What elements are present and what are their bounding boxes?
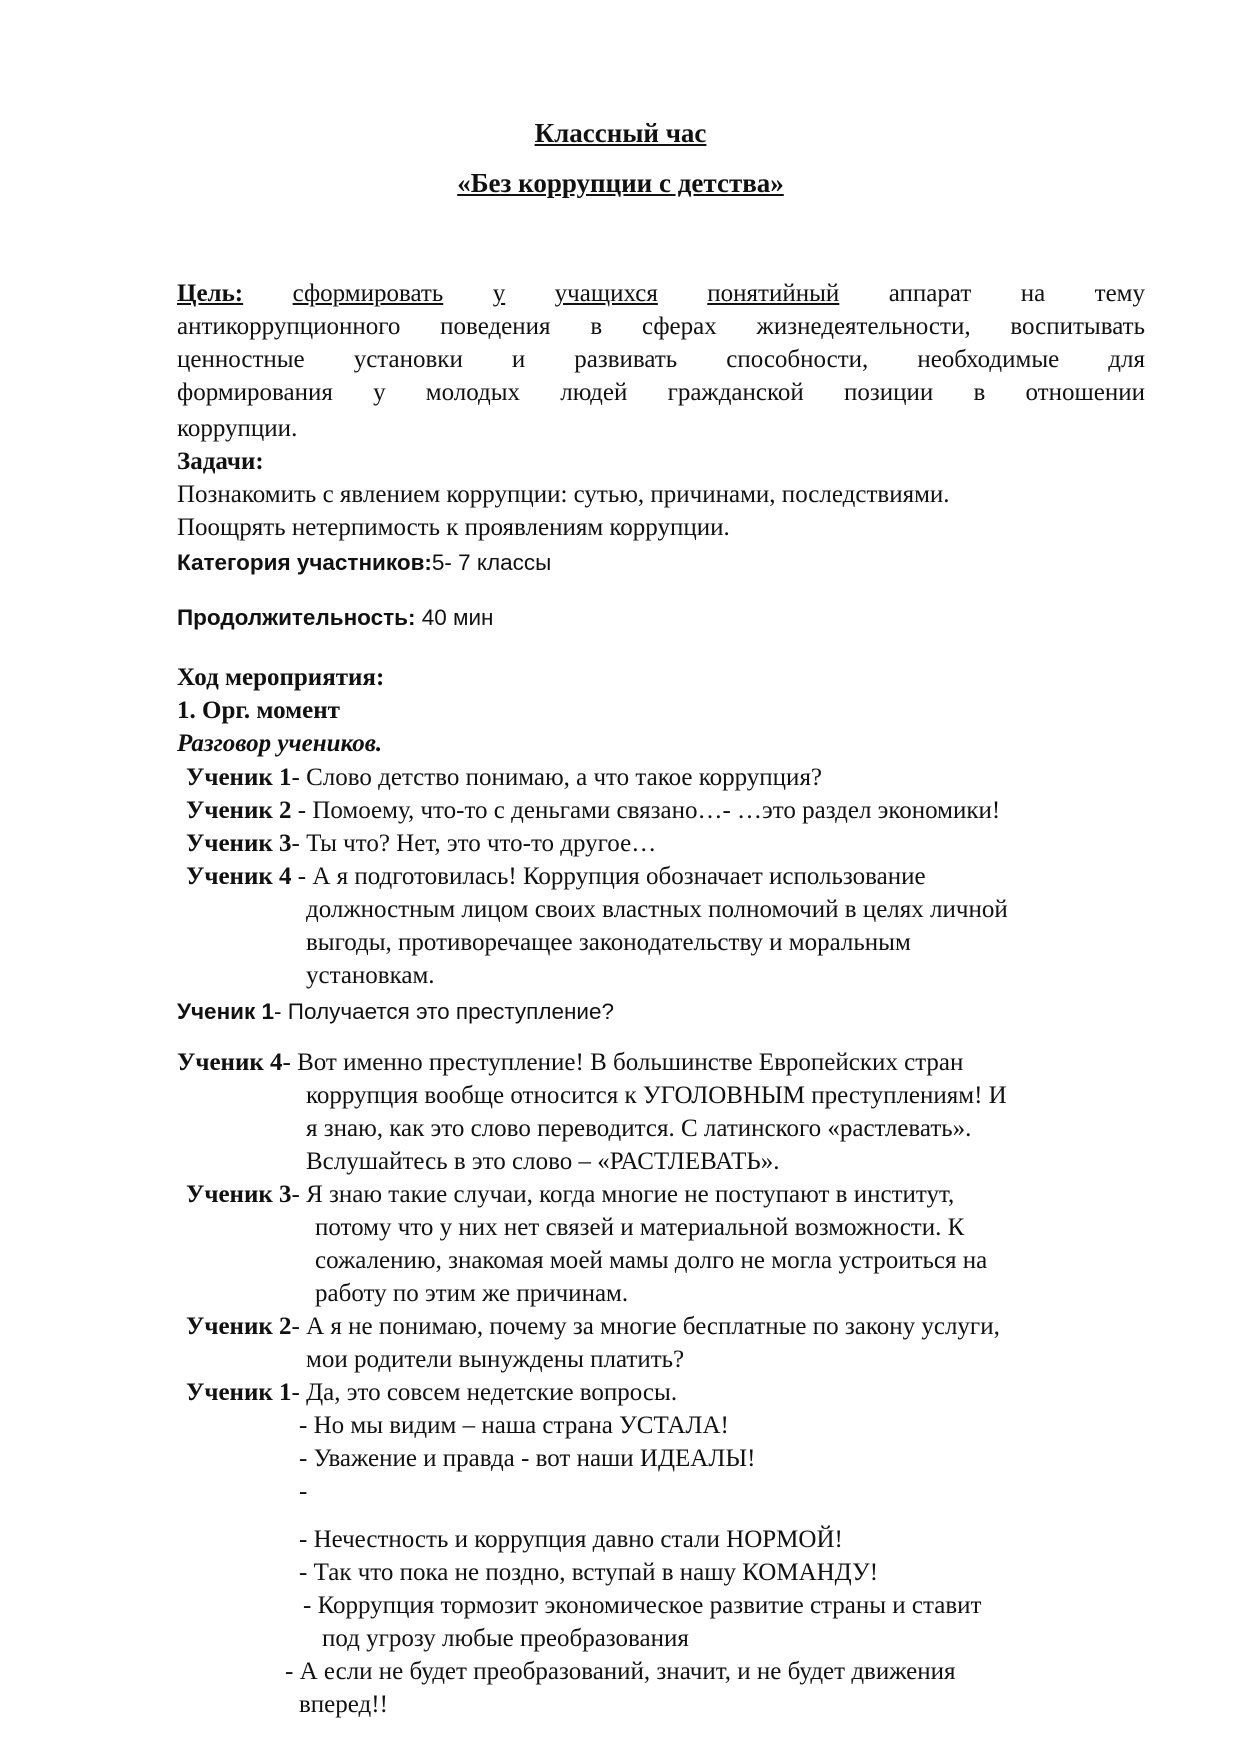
speaker-name: Ученик 1 [186,1379,292,1406]
slogan-line: - Коррупция тормозит экономическое развитие страны и ставит [303,1592,982,1619]
justified-word: в [973,379,986,406]
speaker-name: Ученик 2 [186,1313,292,1340]
justified-word: людей [560,379,628,406]
task-item: Познакомить с явлением коррупции: сутью, причинами, последствиями. [177,481,950,508]
justified-word: сферах [641,313,717,340]
speaker-name: Ученик 2 [186,797,292,824]
dialogue-continuation: должностным лицом своих властных полномочий в целях личной [306,896,1008,923]
goal-word: сформировать [292,280,444,307]
justified-word: развивать [574,346,678,373]
title-line-2: «Без коррупции с детства» [457,168,784,198]
goal-line-3-text [177,346,1145,374]
dialogue-line [186,860,926,893]
speaker-text: - А я подготовилась! Коррупция обозначает использование [291,863,926,890]
goal-label: Цель: [177,280,244,307]
duration-label: Продолжительность: [177,605,416,630]
justified-word: и [511,346,526,373]
justified-word: гражданской [667,379,804,406]
speaker-text: - Вот именно преступление! В большинстве Европейских стран [282,1049,964,1076]
justified-word: ценностные [177,346,305,373]
dialogue-continuation: сожалению, знакомая моей мамы долго не могла устроиться на [315,1247,988,1274]
justified-word: для [1108,346,1145,373]
dialogue-line [186,761,822,794]
dialogue-line [177,1046,963,1079]
dialogue-line [186,827,656,860]
dialogue-continuation: потому что у них нет связей и материальной возможности. К [315,1214,965,1241]
course-heading: Ход мероприятия: [177,664,385,691]
slogan-line: - Но мы видим – наша страна УСТАЛА! [299,1412,729,1439]
justified-word: у [373,379,386,406]
justified-word: воспитывать [1010,313,1145,340]
speaker-text: - Я знаю такие случаи, когда многие не поступают в институт, [291,1181,955,1208]
justified-word: позиции [843,379,934,406]
goal-word: тему [1094,280,1145,307]
justified-word: установки [353,346,463,373]
slogan-line: - А если не будет преобразований, значит, и не будет движения [285,1658,956,1685]
speaker-text: - Помоему, что-то с деньгами связано…- …это раздел экономики! [291,797,1001,824]
speaker-name: Ученик 4 [186,863,292,890]
dialogue-continuation: я знаю, как это слово переводится. С латинского «растлевать». [306,1115,972,1142]
speaker-name: Ученик 3 [186,830,292,857]
goal-word: у [492,280,506,307]
participants-line [177,546,551,579]
speaker-name: Ученик 1 [186,764,292,791]
slogan-line: - Нечестность и коррупция давно стали НОРМОЙ! [299,1526,843,1553]
dialogue-continuation: выгоды, противоречащее законодательству и моральным [306,929,911,956]
justified-word: формирования [177,379,333,406]
duration-value: 40 мин [415,605,494,630]
slogan-line: - [299,1478,308,1505]
speaker-text: - Получается это преступление? [274,999,615,1024]
section-heading: 1. Орг. момент [177,697,340,724]
speaker-text: - Слово детство понимаю, а что такое коррупция? [291,764,823,791]
dialogue-continuation: Вслушайтесь в это слово – «РАСТЛЕВАТЬ». [306,1148,780,1175]
justified-word: способности, [726,346,869,373]
goal-word: учащихся [554,280,658,307]
speaker-name: Ученик 1 [177,999,275,1024]
slogan-line: под угрозу любые преобразования [322,1625,689,1652]
justified-word: в [590,313,603,340]
dialogue-line [186,794,1000,827]
dialogue-continuation: работу по этим же причинам. [315,1280,629,1307]
goal-line-2 [177,313,1145,341]
justified-word: отношении [1025,379,1145,406]
justified-word: необходимые [917,346,1060,373]
speaker-text: - Ты что? Нет, это что-то другое… [291,830,657,857]
goal-line-4 [177,379,1145,407]
dialogue-line [186,1178,954,1211]
participants-value: 5- 7 классы [431,550,552,575]
justified-word: поведения [440,313,551,340]
goal-word: на [1020,280,1046,307]
goal-word: аппарат [888,280,972,307]
slogan-line: - Уважение и правда - вот наши ИДЕАЛЫ! [299,1445,756,1472]
tasks-label: Задачи: [177,448,264,475]
participants-label: Категория участников: [177,550,432,575]
task-item: Поощрять нетерпимость к проявлениям коррупции. [177,514,730,541]
speaker-name: Ученик 4 [177,1049,283,1076]
justified-word: жизнедеятельности, [756,313,971,340]
justified-word: антикоррупционного [177,313,401,340]
goal-line-2-text [177,313,1145,341]
goal-line-4-text [177,379,1145,407]
dialogue-continuation: коррупция вообще относится к УГОЛОВНЫМ преступлениям! И [306,1082,1007,1109]
dialogue-line [186,1310,1000,1343]
goal-word: понятийный [707,280,840,307]
goal-line-1 [177,280,1145,308]
speaker-text: - А я не понимаю, почему за многие бесплатные по закону услуги, [291,1313,1000,1340]
goal-line-3 [177,346,1145,374]
justified-word: молодых [425,379,521,406]
dialogue-continuation: установкам. [306,962,435,989]
conversation-heading: Разговор учеников. [177,730,383,757]
goal-line-5: коррупции. [177,415,298,442]
dialogue-line [186,1376,677,1409]
speaker-text: - Да, это совсем недетские вопросы. [291,1379,678,1406]
speaker-name: Ученик 3 [186,1181,292,1208]
duration-line [177,601,493,634]
title-line-1: Классный час [534,118,707,148]
slogan-line: - Так что пока не поздно, вступай в нашу КОМАНДУ! [299,1559,879,1586]
slogan-line: вперед!! [299,1691,388,1718]
dialogue-continuation: мои родители вынуждены платить? [306,1346,685,1373]
dialogue-line [177,995,614,1028]
